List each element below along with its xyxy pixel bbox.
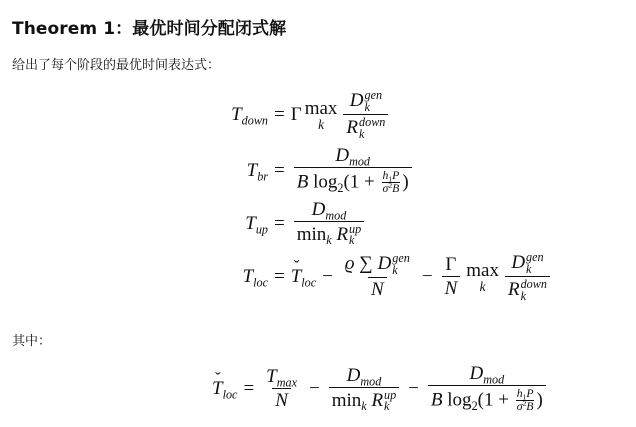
equation-t-down: $T_{down}$ = Γ max k D gen k R down k [222,90,391,140]
equation-t-loc: $T_{loc}$ = ˇ T $_{loc}$ − ϱ ∑ D gen k N − $\frac{\Gamma}{N}$ max k D gen k R down k [222,252,553,302]
where-text: 其中： [12,334,52,349]
intro-text: 给出了每个阶段的最优时间表达式： [12,58,221,73]
theorem-heading: Theorem 1：最优时间分配闭式解 [12,19,287,39]
equation-t-loc-check: ˇ T $_{loc}$ = $\frac{T_{max}}{N}$ − $D_{mod}$ $\min_k R$ up k − $D_{mod}$ B $\log_2(1$ + $\frac{h_1P}{\sigma^2B}$ ) [212,364,549,414]
equation-t-br: $T_{br}$ = $D_{mod}$ B $\log_2(1$ + $\frac{h_1P}{\sigma^2B}$ ) [222,146,415,196]
equation-t-up: $T_{up}$ = $D_{mod}$ $\min_k R$ up k [222,200,367,247]
